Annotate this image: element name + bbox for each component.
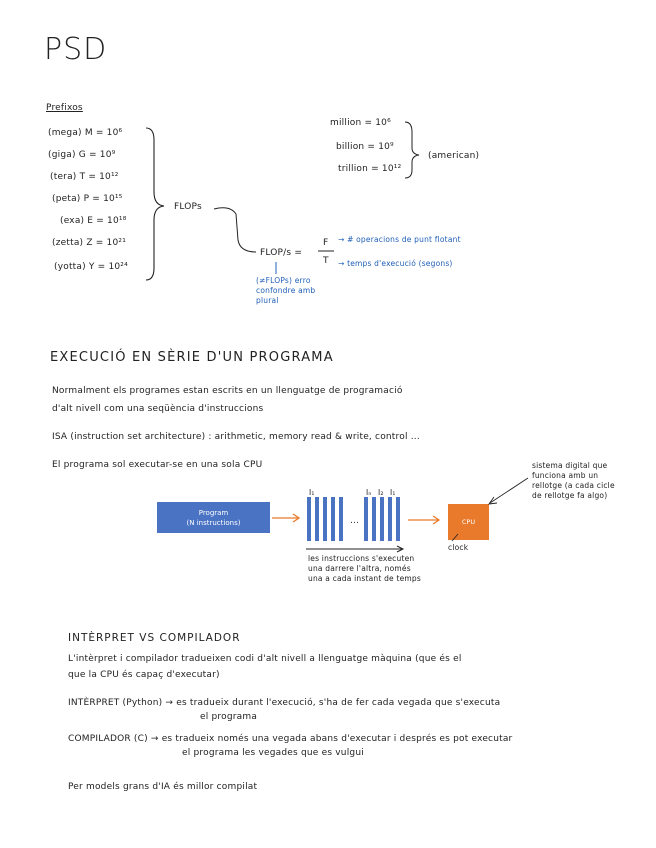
program-box-subtitle: (N instructions) [186, 518, 241, 527]
formula-numerator: F [323, 238, 329, 248]
flops-formula-lhs: FLOP/s = [260, 248, 303, 258]
american-label: (american) [428, 151, 480, 161]
prefix-item: (mega) M = 10⁶ [48, 128, 123, 138]
compiler-line: COMPILADOR (C) → es tradueix només una vegada abans d'executar i després es pot executar [68, 734, 513, 744]
bar-label: I₂ [378, 488, 384, 497]
formula-denominator: T [323, 256, 329, 266]
timeline-note: una a cada instant de temps [308, 574, 421, 583]
instruction-bar [331, 497, 335, 541]
cpu-label: CPU [461, 518, 476, 526]
conclusion-line: Per models grans d'IA és millor compilat [68, 782, 258, 792]
instruction-bar [364, 497, 368, 541]
interpreter-line: el programa [200, 712, 258, 722]
american-item: million = 10⁶ [330, 118, 391, 128]
prefix-item: (exa) E = 10¹⁸ [60, 216, 127, 226]
instruction-bar [380, 497, 384, 541]
american-brace [405, 122, 419, 178]
flops-to-formula-curve [214, 208, 256, 252]
timeline-note: una darrere l'altra, només [308, 564, 411, 573]
serial-line: El programa sol executar-se en una sola CPU [52, 460, 263, 470]
clock-label: clock [448, 543, 469, 552]
instruction-bar [396, 497, 400, 541]
compiler-line: el programa les vegades que es vulgui [182, 748, 364, 758]
interpret-heading: INTÈRPRET VS COMPILADOR [68, 632, 241, 644]
timeline-note: les instruccions s'executen [308, 554, 415, 563]
instruction-bar [372, 497, 376, 541]
prefix-item: (giga) G = 10⁹ [48, 150, 116, 160]
formula-side-note: plural [256, 296, 279, 305]
prefix-item: (yotta) Y = 10²⁴ [54, 262, 128, 272]
cpu-note: rellotge (a cada cicle [532, 481, 615, 490]
serial-line: d'alt nivell com una seqüència d'instruccions [52, 404, 264, 414]
interpreter-line: INTÈRPRET (Python) → es tradueix durant l'execució, s'ha de fer cada vegada que s'executa [68, 698, 501, 708]
formula-side-note: confondre amb [256, 286, 316, 295]
cpu-note-arrow [490, 478, 528, 503]
flops-label: FLOPs [174, 202, 202, 212]
american-item: billion = 10⁹ [336, 142, 394, 152]
serial-line: Normalment els programes estan escrits en un llenguatge de programació [52, 386, 403, 396]
bar-label: I₁ [390, 488, 396, 497]
prefix-item: (peta) P = 10¹⁵ [52, 194, 123, 204]
serial-line: ISA (instruction set architecture) : arithmetic, memory read & write, control ... [52, 432, 420, 442]
interpret-line: L'intèrpret i compilador tradueixen codi d'alt nivell a llenguatge màquina (que és el [68, 654, 462, 664]
formula-note-t: → temps d'execució (segons) [338, 259, 453, 268]
cpu-note: funciona amb un [532, 471, 599, 480]
page-title: PSD [44, 32, 108, 67]
cpu-note: sistema digital que [532, 461, 608, 470]
serial-heading: EXECUCIÓ EN SÈRIE D'UN PROGRAMA [50, 350, 334, 365]
program-box-title: Program [198, 508, 229, 517]
instruction-bar [307, 497, 311, 541]
prefix-item: (tera) T = 10¹² [50, 172, 119, 182]
american-item: trillion = 10¹² [338, 164, 402, 174]
formula-side-note: (≠FLOPs) erro [256, 276, 311, 285]
cpu-note: de rellotge fa algo) [532, 491, 608, 500]
prefixes-heading: Prefixos [46, 103, 83, 113]
instruction-bar [315, 497, 319, 541]
bars-ellipsis: ... [350, 516, 360, 526]
instruction-bar [323, 497, 327, 541]
formula-note-f: → # operacions de punt flotant [338, 235, 461, 244]
prefix-item: (zetta) Z = 10²¹ [52, 238, 127, 248]
bar-label: I₁ [309, 488, 315, 497]
prefix-brace [146, 128, 164, 280]
instruction-bar [339, 497, 343, 541]
clock-pointer [452, 534, 458, 541]
bar-label: Iₙ [366, 488, 372, 497]
interpret-line: que la CPU és capaç d'executar) [68, 670, 220, 680]
instruction-bar [388, 497, 392, 541]
